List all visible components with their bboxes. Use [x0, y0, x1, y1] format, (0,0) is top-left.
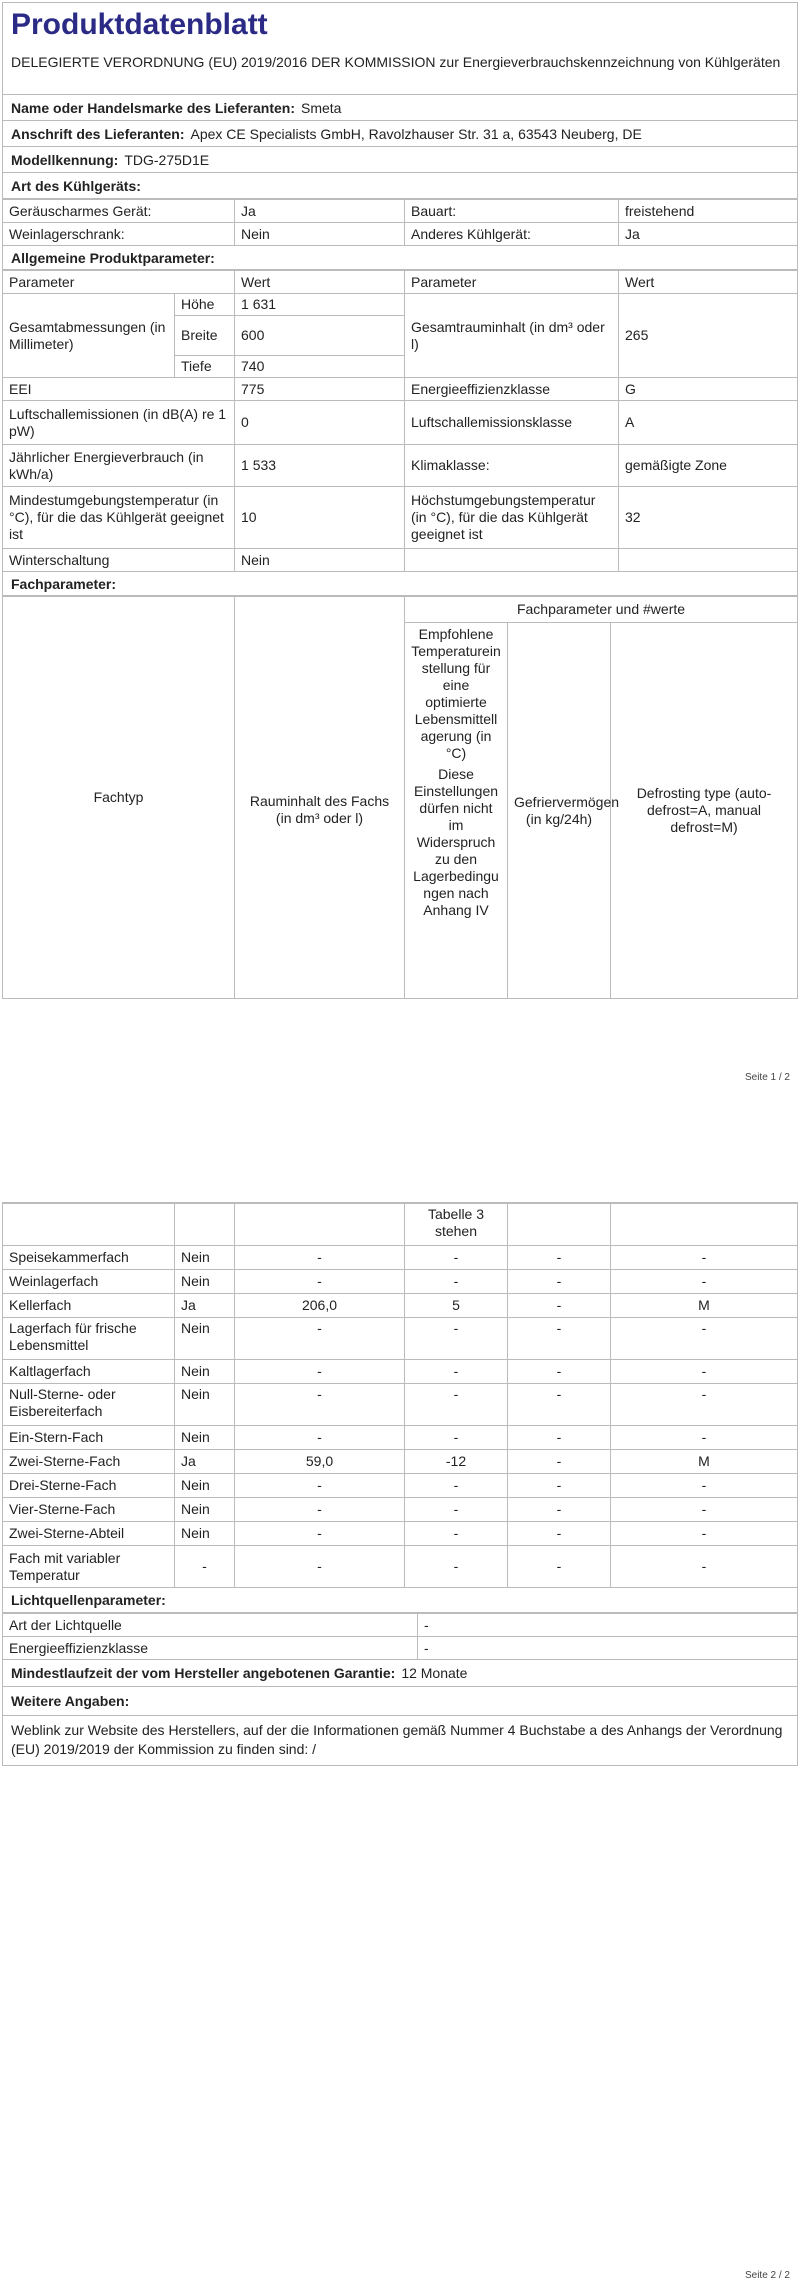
cell: M [611, 1450, 798, 1474]
table-row [3, 200, 798, 223]
cell: - [405, 1522, 508, 1546]
compartments-header-table [2, 596, 798, 999]
appliance-type-heading: Art des Kühlgeräts: [3, 173, 797, 199]
cell: EEI [3, 378, 235, 401]
table-row [3, 1450, 798, 1474]
cell: Ja [619, 223, 798, 246]
cell: - [235, 1474, 405, 1498]
table-row [3, 223, 798, 246]
supplier-value: Smeta [301, 99, 342, 116]
cell: - [508, 1294, 611, 1318]
cell: - [405, 1546, 508, 1588]
cell: Ja [175, 1294, 235, 1318]
warranty-row [3, 1660, 797, 1687]
cell: A [619, 401, 798, 445]
cell: 1 631 [235, 294, 405, 316]
cell: - [508, 1450, 611, 1474]
cell: - [508, 1546, 611, 1588]
blank-cell [508, 1204, 611, 1246]
cell: Höchstumgebungstemperatur (in °C), für die das Kühlgerät geeignet ist [405, 487, 619, 549]
cell: - [508, 1498, 611, 1522]
table-row [3, 1204, 798, 1246]
warranty-label: Mindestlaufzeit der vom Hersteller angebotenen Garantie: [11, 1665, 396, 1681]
cell: Zwei-Sterne-Abteil [3, 1522, 175, 1546]
cell: - [611, 1498, 798, 1522]
cell: Fach mit variabler Temperatur [3, 1546, 175, 1588]
cell: Bauart: [405, 200, 619, 223]
cell: - [405, 1474, 508, 1498]
cell: Energieeffizienzklasse [3, 1637, 418, 1660]
cell: Anderes Kühlgerät: [405, 223, 619, 246]
cell: - [508, 1522, 611, 1546]
table-row [3, 487, 798, 549]
cell: 1 533 [235, 445, 405, 487]
freezing-capacity-header: Gefriervermögen (in kg/24h) [508, 623, 611, 999]
table-row [3, 1426, 798, 1450]
cell: - [405, 1360, 508, 1384]
table-header-row [3, 271, 798, 294]
cell: - [508, 1384, 611, 1426]
table-row [3, 1270, 798, 1294]
cell: Nein [175, 1522, 235, 1546]
address-label: Anschrift des Lieferanten: [11, 125, 185, 142]
cell: - [508, 1246, 611, 1270]
cell: Speisekammerfach [3, 1246, 175, 1270]
cell: Kellerfach [3, 1294, 175, 1318]
dimensions-label: Gesamtabmessungen (in Millimeter) [3, 294, 175, 378]
table-row [3, 1318, 798, 1360]
blank-cell [175, 1204, 235, 1246]
cell: Weinlagerfach [3, 1270, 175, 1294]
cell: - [611, 1384, 798, 1426]
cell: - [235, 1360, 405, 1384]
supplier-label: Name oder Handelsmarke des Lieferanten: [11, 99, 295, 116]
cell: M [611, 1294, 798, 1318]
header-cell: Wert [619, 271, 798, 294]
cell: - [611, 1474, 798, 1498]
table-row [3, 1498, 798, 1522]
blank-cell [3, 1204, 175, 1246]
page-1 [0, 0, 800, 1117]
cell: G [619, 378, 798, 401]
cell: Ja [235, 200, 405, 223]
cell [405, 549, 619, 572]
cell: Art der Lichtquelle [3, 1614, 418, 1637]
cell: Breite [175, 316, 235, 356]
cell: - [611, 1360, 798, 1384]
cell: 10 [235, 487, 405, 549]
cell: 206,0 [235, 1294, 405, 1318]
cell: Klimaklasse: [405, 445, 619, 487]
light-table [2, 1613, 798, 1660]
cell: - [611, 1522, 798, 1546]
cell: Nein [175, 1360, 235, 1384]
compartments-table [2, 1203, 798, 1588]
light-heading: Lichtquellenparameter: [3, 1588, 797, 1613]
cell: Nein [175, 1246, 235, 1270]
cell: - [418, 1614, 798, 1637]
cell: - [611, 1246, 798, 1270]
table-row [3, 1522, 798, 1546]
cell: Energieeffizienzklasse [405, 378, 619, 401]
compartments-heading: Fachparameter: [3, 572, 797, 596]
cell: - [611, 1318, 798, 1360]
cell: Jährlicher Energieverbrauch (in kWh/a) [3, 445, 235, 487]
table-row [3, 1637, 798, 1660]
cell: Lagerfach für frische Lebensmittel [3, 1318, 175, 1360]
cell: 740 [235, 356, 405, 378]
cell: - [508, 1270, 611, 1294]
blank-cell [611, 1204, 798, 1246]
page-2 [0, 1117, 800, 2285]
blank-cell [235, 597, 405, 623]
cell: Nein [175, 1270, 235, 1294]
cell: Höhe [175, 294, 235, 316]
cell: - [405, 1498, 508, 1522]
table-header-row [3, 597, 798, 623]
temperature-header [405, 623, 508, 999]
cell: Nein [175, 1498, 235, 1522]
supplier-row [3, 95, 797, 121]
cell: Nein [175, 1426, 235, 1450]
cell: Nein [175, 1474, 235, 1498]
model-row [3, 147, 797, 173]
table-row [3, 1614, 798, 1637]
cell: Ja [175, 1450, 235, 1474]
compartment-group-header: Fachparameter und #werte [405, 597, 798, 623]
cell: - [235, 1498, 405, 1522]
general-parameters-table [2, 270, 798, 572]
cell: 600 [235, 316, 405, 356]
general-heading: Allgemeine Produktparameter: [3, 246, 797, 270]
table-row [3, 1474, 798, 1498]
volume-header: Rauminhalt des Fachs (in dm³ oder l) [235, 623, 405, 999]
cell: - [508, 1426, 611, 1450]
page-number: Seite 1 / 2 [744, 1072, 790, 1083]
compartment-type-header: Fachtyp [3, 597, 235, 999]
model-label: Modellkennung: [11, 151, 119, 168]
cell: - [405, 1270, 508, 1294]
volume-value: 265 [619, 294, 798, 378]
cell: - [405, 1426, 508, 1450]
table-row [3, 1546, 798, 1588]
cell: Nein [235, 549, 405, 572]
cell: Luftschallemissionen (in dB(A) re 1 pW) [3, 401, 235, 445]
temperature-header-continued: Tabelle 3 stehen [405, 1204, 508, 1246]
page-title: Produktdatenblatt [11, 8, 268, 41]
further-heading: Weitere Angaben: [3, 1687, 797, 1716]
cell: - [235, 1426, 405, 1450]
table-row [3, 1360, 798, 1384]
address-row [3, 121, 797, 147]
cell: Null-Sterne- oder Eisbereiterfach [3, 1384, 175, 1426]
temperature-header-text: Empfohlene Temperatureinstellung für eine optimierte Lebensmittellagerung (in °C) [411, 626, 501, 761]
cell: 5 [405, 1294, 508, 1318]
cell: Mindestumgebungstemperatur (in °C), für die das Kühlgerät geeignet ist [3, 487, 235, 549]
cell: Nein [175, 1318, 235, 1360]
cell: Nein [175, 1384, 235, 1426]
cell: Zwei-Sterne-Fach [3, 1450, 175, 1474]
cell: Winterschaltung [3, 549, 235, 572]
cell: - [508, 1318, 611, 1360]
cell: -12 [405, 1450, 508, 1474]
table-row [3, 1384, 798, 1426]
cell: - [235, 1270, 405, 1294]
cell: Geräuscharmes Gerät: [3, 200, 235, 223]
table-row [3, 378, 798, 401]
datasheet-part-1 [2, 2, 798, 999]
cell: Vier-Sterne-Fach [3, 1498, 175, 1522]
cell: - [405, 1318, 508, 1360]
cell: Kaltlagerfach [3, 1360, 175, 1384]
cell: - [405, 1246, 508, 1270]
cell: 32 [619, 487, 798, 549]
warranty-value: 12 Monate [401, 1665, 468, 1681]
blank-cell [235, 1204, 405, 1246]
cell: freistehend [619, 200, 798, 223]
regulation-text: DELEGIERTE VERORDNUNG (EU) 2019/2016 DER KOMMISSION zur Energieverbrauchskennzeichnung von Kühlgeräten [3, 47, 797, 95]
header-cell: Wert [235, 271, 405, 294]
table-row [3, 294, 798, 316]
table-row [3, 549, 798, 572]
cell: gemäßigte Zone [619, 445, 798, 487]
cell: - [175, 1546, 235, 1588]
table-row [3, 1246, 798, 1270]
cell: - [611, 1426, 798, 1450]
header-cell: Parameter [405, 271, 619, 294]
page-number: Seite 2 / 2 [744, 2270, 790, 2281]
cell: - [611, 1270, 798, 1294]
cell: - [611, 1546, 798, 1588]
cell: Weinlagerschrank: [3, 223, 235, 246]
cell: - [235, 1246, 405, 1270]
cell: 775 [235, 378, 405, 401]
table-row [3, 445, 798, 487]
cell: - [405, 1384, 508, 1426]
volume-label: Gesamtrauminhalt (in dm³ oder l) [405, 294, 619, 378]
cell: - [508, 1360, 611, 1384]
cell: Ein-Stern-Fach [3, 1426, 175, 1450]
cell: - [418, 1637, 798, 1660]
model-value: TDG-275D1E [124, 151, 210, 168]
appliance-type-table [2, 199, 798, 246]
address-value: Apex CE Specialists GmbH, Ravolzhauser Str. 31 a, 63543 Neuberg, DE [190, 125, 642, 142]
further-text: Weblink zur Website des Herstellers, auf der die Informationen gemäß Nummer 4 Buchstabe a des Anhangs der Verordnung (EU) 2019/2019 der Kommission zu finden sind: / [3, 1716, 797, 1766]
cell: - [235, 1384, 405, 1426]
cell [619, 549, 798, 572]
cell: Tiefe [175, 356, 235, 378]
header-cell: Parameter [3, 271, 235, 294]
cell: - [235, 1522, 405, 1546]
table-row [3, 1294, 798, 1318]
cell: Luftschallemissionsklasse [405, 401, 619, 445]
cell: - [235, 1318, 405, 1360]
temperature-header-note: Diese Einstellungen dürfen nicht im Widerspruch zu den Lagerbedingungen nach Anhang IV [413, 766, 499, 918]
cell: Drei-Sterne-Fach [3, 1474, 175, 1498]
cell: - [508, 1474, 611, 1498]
cell: Nein [235, 223, 405, 246]
cell: - [235, 1546, 405, 1588]
cell: 59,0 [235, 1450, 405, 1474]
datasheet-part-2 [2, 1202, 798, 1766]
table-row [3, 401, 798, 445]
cell: 0 [235, 401, 405, 445]
defrosting-header: Defrosting type (auto-defrost=A, manual defrost=M) [611, 623, 798, 999]
